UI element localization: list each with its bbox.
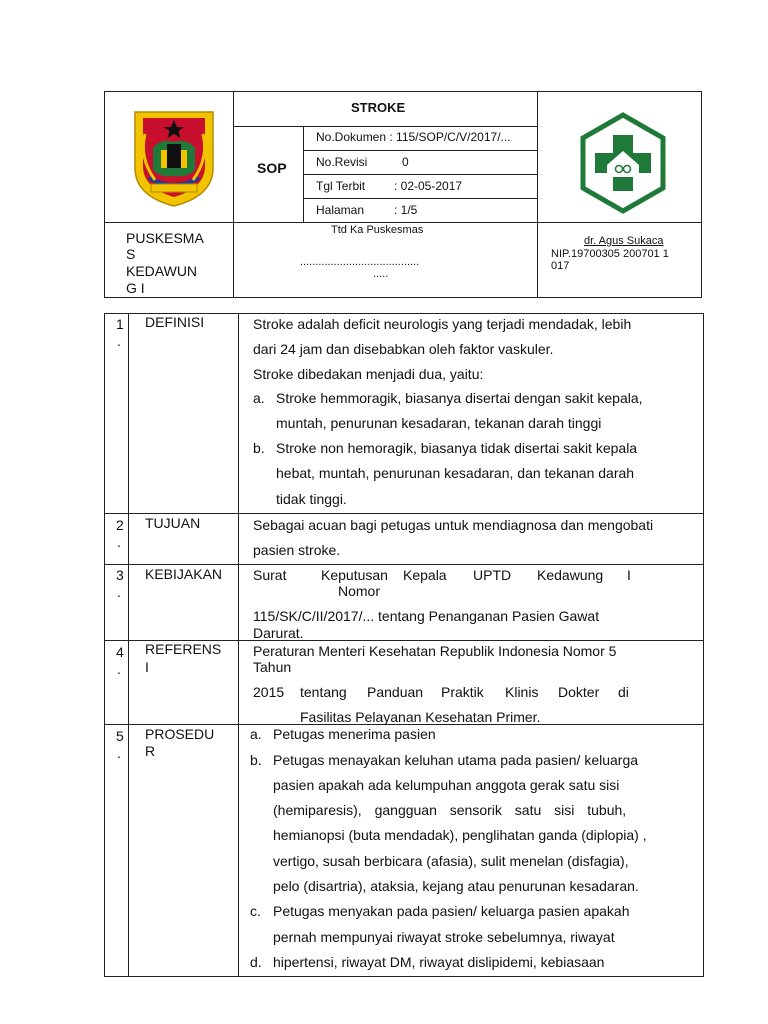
section-number-dot: . <box>117 661 121 677</box>
org-name-line-1: PUSKESMA <box>126 230 204 246</box>
definisi-item-line: tidak tinggi. <box>276 491 347 507</box>
referensi-word: Panduan <box>367 684 424 700</box>
section-label: REFERENS <box>145 641 222 657</box>
referensi-word: tentang <box>300 684 347 700</box>
section-label: PROSEDU <box>145 726 215 742</box>
org-name-line-3: KEDAWUN <box>126 263 198 279</box>
section-number-dot: . <box>117 584 121 600</box>
prosedur-item-line: hemianopsi (buta mendadak), penglihatan ganda (diplopia) , <box>273 827 647 843</box>
kebijakan-word: Kepala <box>403 567 447 583</box>
section-number: 1 <box>116 316 124 332</box>
definisi-item-line: muntah, penurunan kesadaran, tekanan darah tinggi <box>276 415 602 431</box>
section-label: DEFINISI <box>145 314 205 330</box>
prosedur-item-line: pelo (disartria), ataksia, kejang atau penurunan kesadaran. <box>273 878 639 894</box>
referensi-word: Praktik <box>441 684 484 700</box>
prosedur-item-line: hipertensi, riwayat DM, riwayat dislipidemi, kebiasaan <box>273 954 605 970</box>
section-label-cont: I <box>145 659 149 675</box>
prosedur-item-line: Petugas menayakan keluhan utama pada pasien/ keluarga <box>273 752 639 768</box>
kebijakan-line: 115/SK/C/II/2017/... tentang Penanganan Pasien Gawat <box>253 608 600 624</box>
kebijakan-line: Darurat. <box>253 625 304 641</box>
section-label-cont: R <box>145 743 156 759</box>
section-number-dot: . <box>117 745 121 761</box>
kebijakan-word: Surat <box>253 567 287 583</box>
section-label: TUJUAN <box>145 515 201 531</box>
list-marker: b. <box>250 752 262 768</box>
prosedur-item-line: (hemiparesis), gangguan sensorik satu sisi tubuh, <box>273 802 627 818</box>
sop-label: SOP <box>257 160 287 176</box>
prosedur-item-line: vertigo, susah berbicara (afasia), sulit menelan (disfagia), <box>273 853 629 869</box>
signer-name: dr. Agus Sukaca <box>584 235 664 247</box>
referensi-word: Klinis <box>505 684 539 700</box>
referensi-word: 2015 <box>253 684 285 700</box>
section-number: 3 <box>116 567 124 583</box>
document-title: STROKE <box>351 100 406 115</box>
signature-dots-2: ..... <box>373 268 389 280</box>
section-number: 5 <box>116 728 124 744</box>
prosedur-item-line: Petugas menerima pasien <box>273 726 436 742</box>
org-name-line-4: G I <box>126 280 145 296</box>
tujuan-line: pasien stroke. <box>253 542 341 558</box>
kebijakan-word: UPTD <box>473 567 512 583</box>
signer-nip-line-2: 017 <box>551 260 570 272</box>
meta-no-revisi-label: No.Revisi <box>316 155 368 169</box>
definisi-line: Stroke adalah deficit neurologis yang terjadi mendadak, lebih <box>253 316 632 332</box>
meta-no-revisi-value: 0 <box>402 155 409 169</box>
meta-no-dokumen: No.Dokumen : 115/SOP/C/V/2017/... <box>316 130 511 144</box>
referensi-line: Fasilitas Pelayanan Kesehatan Primer. <box>300 709 541 725</box>
definisi-item-line: hebat, muntah, penurunan kesadaran, dan tekanan darah <box>276 465 635 481</box>
referensi-line: Tahun <box>253 659 292 675</box>
kebijakan-word: Kedawung <box>537 567 604 583</box>
signature-dots: ....................................... <box>300 256 420 268</box>
section-number-dot: . <box>117 333 121 349</box>
signature-label: Ttd Ka Puskesmas <box>331 224 424 236</box>
definisi-item-line: Stroke non hemoragik, biasanya tidak disertai sakit kepala <box>276 440 638 456</box>
meta-tgl-terbit-label: Tgl Terbit <box>316 179 366 193</box>
org-name-line-2: S <box>126 246 136 262</box>
list-marker: d. <box>250 954 262 970</box>
meta-tgl-terbit-value: : 02-05-2017 <box>394 179 463 193</box>
list-marker: b. <box>253 440 265 456</box>
section-number: 4 <box>116 644 124 660</box>
definisi-line: dari 24 jam dan disebabkan oleh faktor vaskuler. <box>253 341 554 357</box>
list-marker: a. <box>253 390 265 406</box>
prosedur-item-line: pernah mempunyai riwayat stroke sebelumnya, riwayat <box>273 929 615 945</box>
tujuan-line: Sebagai acuan bagi petugas untuk mendiagnosa dan mengobati <box>253 517 654 533</box>
referensi-word: Dokter <box>558 684 600 700</box>
prosedur-item-line: pasien apakah ada kelumpuhan anggota gerak satu sisi <box>273 777 620 793</box>
meta-halaman-label: Halaman <box>316 203 365 217</box>
section-label: KEBIJAKAN <box>145 566 223 582</box>
list-marker: c. <box>250 903 261 919</box>
definisi-line: Stroke dibedakan menjadi dua, yaitu: <box>253 366 484 382</box>
section-number-dot: . <box>117 534 121 550</box>
section-number: 2 <box>116 517 124 533</box>
kebijakan-line: Nomor <box>338 583 381 599</box>
kebijakan-word: Keputusan <box>321 567 388 583</box>
meta-halaman-value: : 1/5 <box>394 203 418 217</box>
list-marker: a. <box>250 726 262 742</box>
definisi-item-line: Stroke hemmoragik, biasanya disertai dengan sakit kepala, <box>276 390 643 406</box>
regional-emblem <box>131 108 217 208</box>
referensi-line: Peraturan Menteri Kesehatan Republik Indonesia Nomor 5 <box>253 643 617 659</box>
referensi-word: di <box>618 684 629 700</box>
kebijakan-word: I <box>627 567 631 583</box>
signer-nip-line-1: NIP.19700305 200701 1 <box>551 248 669 260</box>
prosedur-item-line: Petugas menyakan pada pasien/ keluarga pasien apakah <box>273 903 630 919</box>
puskesmas-logo <box>577 111 669 215</box>
